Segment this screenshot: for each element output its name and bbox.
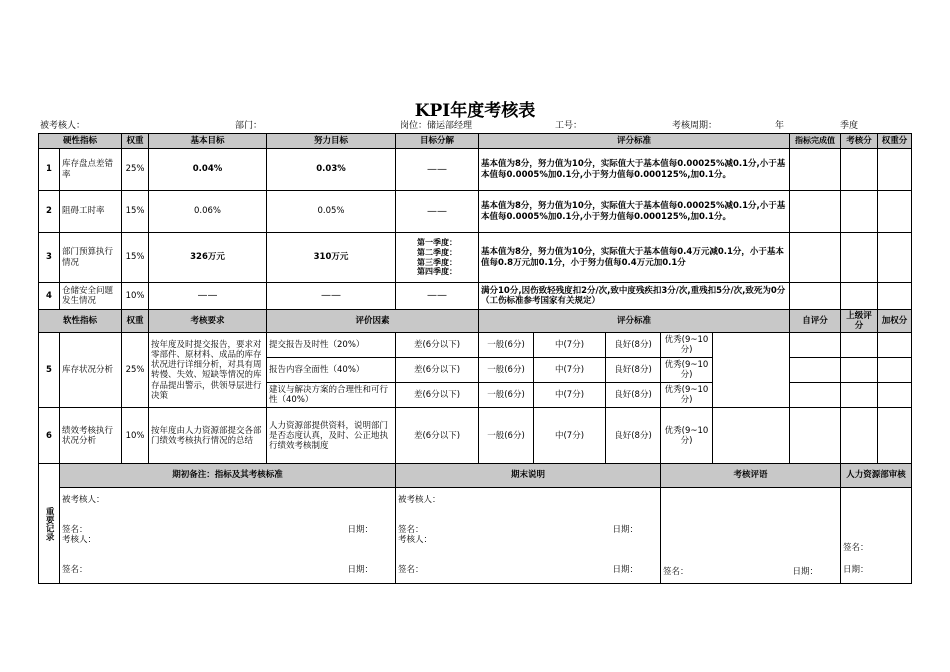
- grade-cell: 优秀(9~10分): [661, 408, 713, 464]
- grade-cell: 差(6分以下): [396, 383, 479, 408]
- weighted-score-cell[interactable]: [878, 149, 912, 191]
- quarter-line: 第二季度：: [417, 247, 458, 257]
- weighted-score-cell[interactable]: [841, 358, 878, 383]
- sign-label: 签名：: [62, 565, 88, 576]
- grade-cell: 良好(8分): [606, 333, 661, 358]
- grade-cell: 一般(6分): [479, 383, 534, 408]
- grade-cell: 差(6分以下): [396, 333, 479, 358]
- examinee-label: 被考核人：: [62, 494, 105, 505]
- score-cell[interactable]: [841, 149, 878, 191]
- soft-header-cell: 评分标准: [479, 310, 790, 333]
- row-number: 6: [39, 408, 60, 464]
- table-row: [39, 233, 912, 283]
- effort-target-cell: 310万元: [267, 233, 396, 283]
- completion-value-cell[interactable]: [790, 283, 841, 310]
- hard-header-cell: 努力目标: [267, 134, 396, 149]
- requirement-cell: 按年度由人力资源部提交各部门绩效考核执行情况的总结: [149, 408, 267, 464]
- hard-header-cell: 目标分解: [396, 134, 479, 149]
- grade-cell: 一般(6分): [479, 358, 534, 383]
- indicator-name: 部门预算执行情况: [60, 233, 122, 283]
- weighted-score-cell[interactable]: [878, 408, 912, 464]
- soft-header-cell: 上级评分: [841, 310, 878, 333]
- hard-header-cell: 权重分: [878, 134, 912, 149]
- weight-cell: 25%: [122, 333, 149, 408]
- final-notes-cell[interactable]: [396, 487, 661, 583]
- sign-label: 签名：: [398, 525, 424, 536]
- weighted-score-cell[interactable]: [841, 383, 878, 408]
- scoring-standard-cell: 基本值为8分，努力值为10分，实际值大于基本值每0.00025%减0.1分,小于基本值每0.0005%加0.1分,小于努力值每0.000125%,加0.1分。: [479, 191, 790, 233]
- record-side-label: [39, 464, 60, 583]
- weighted-score-cell[interactable]: [878, 383, 912, 408]
- target-decomp-cell: ——: [396, 149, 479, 191]
- grade-cell: 一般(6分): [479, 333, 534, 358]
- indicator-name: 库存盘点差错率: [60, 149, 122, 191]
- table-row: [39, 283, 912, 310]
- grade-cell: 中(7分): [534, 383, 606, 408]
- grade-cell: 中(7分): [534, 358, 606, 383]
- meta-year: 年: [775, 121, 785, 131]
- record-header-cell: 考核评语: [661, 464, 841, 487]
- table-row: [39, 408, 912, 464]
- completion-value-cell[interactable]: [790, 233, 841, 283]
- meta-position: 岗位：储运部经理: [400, 121, 473, 131]
- weight-cell: 15%: [122, 233, 149, 283]
- soft-header-cell: 自评分: [790, 310, 841, 333]
- superior-score-cell[interactable]: [790, 358, 841, 383]
- initial-notes-cell[interactable]: [60, 487, 396, 583]
- meta-period: 考核周期：: [672, 121, 718, 131]
- score-cell[interactable]: [841, 191, 878, 233]
- record-header-cell: 期末说明: [396, 464, 661, 487]
- soft-header-cell: 软性指标: [39, 310, 122, 333]
- date-label: 日期：: [347, 525, 374, 536]
- effort-target-cell: 0.03%: [267, 149, 396, 191]
- table-row: [39, 191, 912, 233]
- requirement-cell: 按年度及时提交报告，要求对零部件、原材料、成品的库存状况进行详细分析，对具有周转慢、失效、短缺等情况的库存品提出警示，供领导层进行决策: [149, 333, 267, 408]
- weighted-score-cell[interactable]: [878, 191, 912, 233]
- weighted-score-cell[interactable]: [841, 408, 878, 464]
- grade-cell: 一般(6分): [479, 408, 534, 464]
- meta-examinee: 被考核人：: [40, 121, 86, 131]
- quarter-line: 第三季度：: [417, 257, 458, 267]
- date-label: 日期：: [612, 565, 639, 576]
- date-label: 日期：: [612, 525, 639, 536]
- weighted-score-cell[interactable]: [878, 358, 912, 383]
- effort-target-cell: ——: [267, 283, 396, 310]
- target-decomp-cell: [396, 233, 479, 283]
- grade-cell: 优秀(9~10分): [661, 333, 713, 358]
- soft-header-cell: 权重: [122, 310, 149, 333]
- row-number: 5: [39, 333, 60, 408]
- factor-cell: 人力资源部提供资料，说明部门是否态度认真，及时、公正地执行绩效考核制度: [267, 408, 396, 464]
- base-target-cell: ——: [149, 283, 267, 310]
- meta-emp-no: 工号：: [555, 121, 583, 131]
- indicator-name: 库存状况分析: [60, 333, 122, 408]
- hard-header-cell: 硬性指标: [39, 134, 122, 149]
- weighted-score-cell[interactable]: [878, 283, 912, 310]
- weight-cell: 10%: [122, 283, 149, 310]
- soft-header-cell: 加权分: [878, 310, 912, 333]
- page-title: KPI年度考核表: [414, 101, 536, 121]
- sign-label: 签名：: [843, 543, 869, 554]
- soft-header-cell: 评价因素: [267, 310, 479, 333]
- hard-header-cell: 评分标准: [479, 134, 790, 149]
- superior-score-cell[interactable]: [790, 383, 841, 408]
- target-decomp-cell: ——: [396, 191, 479, 233]
- completion-value-cell[interactable]: [790, 149, 841, 191]
- hard-header-cell: 基本目标: [149, 134, 267, 149]
- effort-target-cell: 0.05%: [267, 191, 396, 233]
- record-body-row: [39, 487, 912, 583]
- hard-header-cell: 权重: [122, 134, 149, 149]
- soft-header-cell: 考核要求: [149, 310, 267, 333]
- review-comment-cell[interactable]: [661, 487, 841, 583]
- sign-date-line: [663, 567, 838, 577]
- sign-date-line: [398, 525, 658, 535]
- grade-cell: 优秀(9~10分): [661, 383, 713, 408]
- row-number: 2: [39, 191, 60, 233]
- meta-quarter: 季度: [840, 121, 859, 131]
- examinee-label: 被考核人：: [398, 494, 441, 505]
- weight-cell: 15%: [122, 191, 149, 233]
- quarter-line: 第一季度：: [417, 238, 458, 248]
- factor-cell: 报告内容全面性（40%）: [267, 358, 396, 383]
- indicator-name: 绩效考核执行状况分析: [60, 408, 122, 464]
- kpi-table: [38, 133, 912, 584]
- score-cell[interactable]: [841, 283, 878, 310]
- grade-cell: 良好(8分): [606, 358, 661, 383]
- row-number: 3: [39, 233, 60, 283]
- quarter-line: 第四季度：: [417, 267, 458, 277]
- weighted-score-cell[interactable]: [878, 333, 912, 358]
- date-label: 日期：: [843, 565, 869, 576]
- table-row: [39, 333, 912, 358]
- grade-cell: 良好(8分): [606, 383, 661, 408]
- record-side-text: 重要记录: [44, 506, 55, 541]
- row-number: 1: [39, 149, 60, 191]
- grade-cell: 良好(8分): [606, 408, 661, 464]
- examiner-label: 考核人：: [398, 535, 433, 546]
- hard-header-row: [39, 134, 912, 149]
- hard-header-cell: 指标完成值: [790, 134, 841, 149]
- sign-label: 签名：: [398, 565, 424, 576]
- grade-cell: 中(7分): [534, 408, 606, 464]
- weighted-score-cell[interactable]: [878, 233, 912, 283]
- weighted-score-cell[interactable]: [841, 333, 878, 358]
- sign-label: 签名：: [663, 566, 689, 577]
- base-target-cell: 0.06%: [149, 191, 267, 233]
- date-label: 日期：: [792, 566, 819, 577]
- superior-score-cell[interactable]: [790, 408, 841, 464]
- record-header-row: [39, 464, 912, 487]
- soft-header-row: [39, 310, 912, 333]
- completion-value-cell[interactable]: [790, 191, 841, 233]
- self-score-cell[interactable]: [713, 408, 790, 464]
- record-header-cell: 期初备注：指标及其考核标准: [60, 464, 396, 487]
- weight-cell: 10%: [122, 408, 149, 464]
- sign-label: 签名：: [62, 525, 88, 536]
- sign-date-line: [62, 525, 393, 535]
- record-header-cell: 人力资源部审核: [841, 464, 912, 487]
- base-target-cell: 0.04%: [149, 149, 267, 191]
- base-target-cell: 326万元: [149, 233, 267, 283]
- examiner-label: 考核人：: [62, 535, 97, 546]
- factor-cell: 建议与解决方案的合理性和可行性（40%）: [267, 383, 396, 408]
- indicator-name: 仓储安全问题发生情况: [60, 283, 122, 310]
- superior-score-cell[interactable]: [790, 333, 841, 358]
- row-number: 4: [39, 283, 60, 310]
- grade-cell: 优秀(9~10分): [661, 358, 713, 383]
- weight-cell: 25%: [122, 149, 149, 191]
- scoring-standard-cell: 基本值为8分，努力值为10分，实际值大于基本值每0.4万元减0.1分，小于基本值每0.8万元加0.1分，小于努力值每0.4万元加0.1分: [479, 233, 790, 283]
- hr-review-cell[interactable]: [841, 487, 912, 583]
- table-row: [39, 149, 912, 191]
- meta-dept: 部门：: [235, 121, 263, 131]
- grade-cell: 差(6分以下): [396, 408, 479, 464]
- grade-cell: 差(6分以下): [396, 358, 479, 383]
- target-decomp-cell: ——: [396, 283, 479, 310]
- date-label: 日期：: [347, 565, 374, 576]
- self-score-cell[interactable]: [713, 333, 790, 408]
- factor-cell: 提交报告及时性（20%）: [267, 333, 396, 358]
- hard-header-cell: 考核分: [841, 134, 878, 149]
- sign-date-line: [62, 565, 393, 575]
- indicator-name: 阻碍工时率: [60, 191, 122, 233]
- grade-cell: 中(7分): [534, 333, 606, 358]
- scoring-standard-cell: 满分10分,因伤致轻残度扣2分/次,致中度残疾扣3分/次,重残扣5分/次,致死为0分（工伤标准参考国家有关规定）: [479, 283, 790, 310]
- scoring-standard-cell: 基本值为8分，努力值为10分，实际值大于基本值每0.00025%减0.1分,小于基本值每0.0005%加0.1分,小于努力值每0.000125%,加0.1分。: [479, 149, 790, 191]
- sign-date-line: [398, 565, 658, 575]
- score-cell[interactable]: [841, 233, 878, 283]
